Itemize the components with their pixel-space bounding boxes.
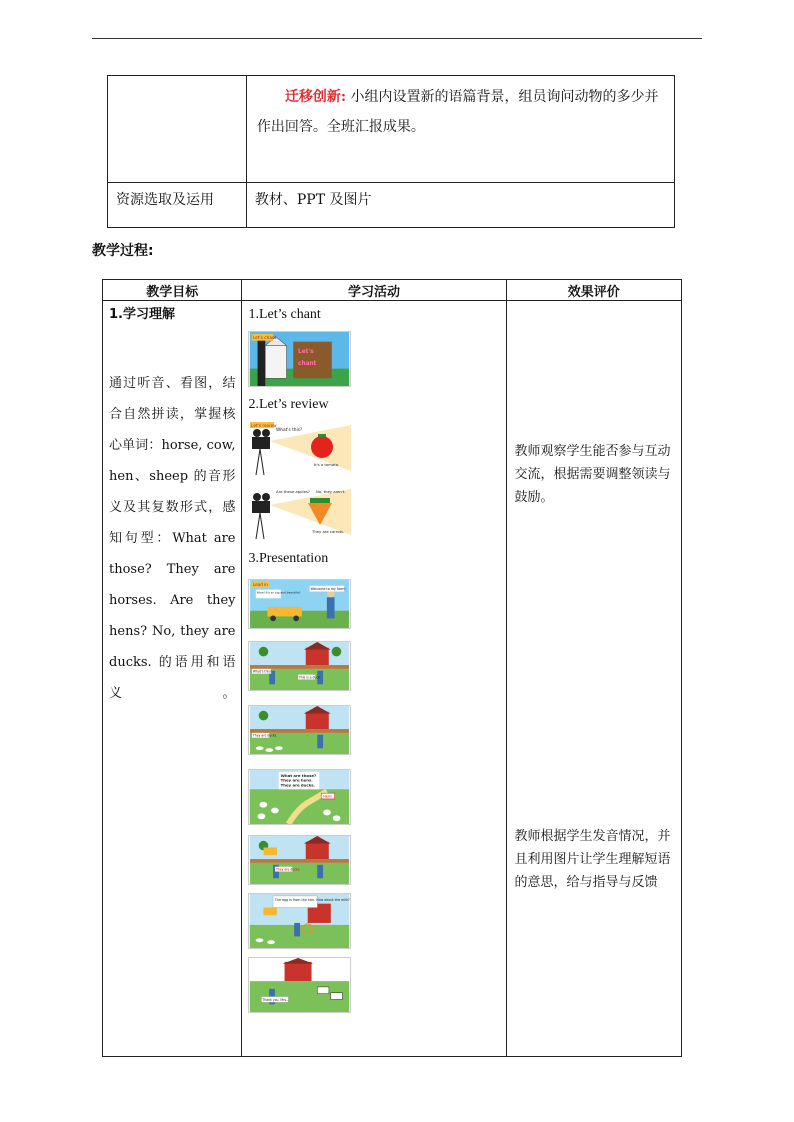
activity-cell <box>242 301 506 1057</box>
innovation-label: 迁移创新: <box>284 89 347 105</box>
thumb-they-are-hens: They are hens. <box>281 777 314 783</box>
innovation-text: 小组内设置新的语篇背景，组员询问动物的多少并作出回答。全班汇报成果。 <box>256 89 659 135</box>
thumb-egg-text: The egg is from the hen. How about the milk? <box>275 897 351 902</box>
resource-value: 教材、PPT 及图片 <box>246 183 674 228</box>
activity-review-label: 2.Let’s review <box>248 397 329 412</box>
thumb-lead-in: Lead in <box>253 581 269 587</box>
goal-title: 1.学习理解 <box>109 307 175 322</box>
presentation-thumbnail-cows <box>248 957 351 1013</box>
thumb-hens-label: Hens <box>323 794 333 799</box>
thumb-wow: Wow! It's so big and beautiful! <box>257 590 302 595</box>
evaluation-cell <box>506 301 682 1057</box>
header-goal: 教学目标 <box>103 280 242 301</box>
main-table <box>102 279 682 1057</box>
top-table <box>107 75 675 228</box>
review-tag: Let's review <box>251 424 278 429</box>
svg-text:Let's: Let's <box>298 349 315 356</box>
review-thumbnail-carrot <box>248 485 351 541</box>
header-evaluation: 效果评价 <box>506 280 682 301</box>
header-rule <box>92 38 702 39</box>
innovation-cell <box>246 76 674 183</box>
top-empty-cell <box>108 76 247 183</box>
resource-label: 资源选取及运用 <box>108 183 247 228</box>
presentation-thumbnail-lead-in <box>248 579 351 629</box>
thumb-what-are-those: What are those? <box>281 772 317 778</box>
review-thumbnail-tomato <box>248 421 351 477</box>
section-title: 教学过程: <box>92 243 154 259</box>
goal-text: 通过听音、看图，结合自然拼读，掌握核心单词：horse, cow, hen、sheep 的音形义及其复数形式，感知句型：What are those? They are horses. Are they hens? No, they are ducks. 的语用和语义。 <box>109 376 236 701</box>
chant-tag: Let's chant <box>253 336 277 342</box>
presentation-thumbnail-ducks <box>248 641 351 691</box>
thumb-welcome: Welcome to my farm! <box>311 587 347 592</box>
thumb-its-duck: This is a duck. <box>299 675 322 680</box>
presentation-thumbnail-hens <box>248 769 351 825</box>
thumb-its-tomato: It's a tomato. <box>314 462 340 467</box>
svg-text:chant: chant <box>298 360 317 367</box>
activity-presentation-label: 3.Presentation <box>248 551 329 566</box>
thumb-they-are-ducks2: They are ducks. <box>281 782 316 788</box>
activity-chant-label: 1.Let’s chant <box>248 307 321 322</box>
evaluation-2: 教师根据学生发音情况，并且利用图片让学生理解短语的意思，给与指导与反馈 <box>514 829 671 890</box>
chant-thumbnail <box>248 331 351 387</box>
header-activity: 学习活动 <box>242 280 506 301</box>
thumb-whats-this: What's this? <box>276 428 303 433</box>
presentation-thumbnail-egg <box>248 893 351 949</box>
thumb-they-are-ducks3: They are ducks. <box>276 867 301 872</box>
thumb-whats-this2: What's this? <box>253 669 273 674</box>
thumb-no-arent: No, they aren't. <box>316 489 347 494</box>
thumb-thank-you: Thank you. Mrs... <box>262 997 290 1002</box>
presentation-thumbnail-farm <box>248 835 351 885</box>
thumb-they-are-ducks: They are ducks. <box>253 733 278 738</box>
goal-cell <box>103 301 242 1057</box>
thumb-they-are-carrots: They are carrots. <box>312 529 345 534</box>
thumb-are-these: Are these apples? <box>276 489 311 494</box>
evaluation-1: 教师观察学生能否参与互动交流，根据需要调整领读与鼓励。 <box>514 444 671 505</box>
presentation-thumbnail-ducks-2 <box>248 705 351 755</box>
